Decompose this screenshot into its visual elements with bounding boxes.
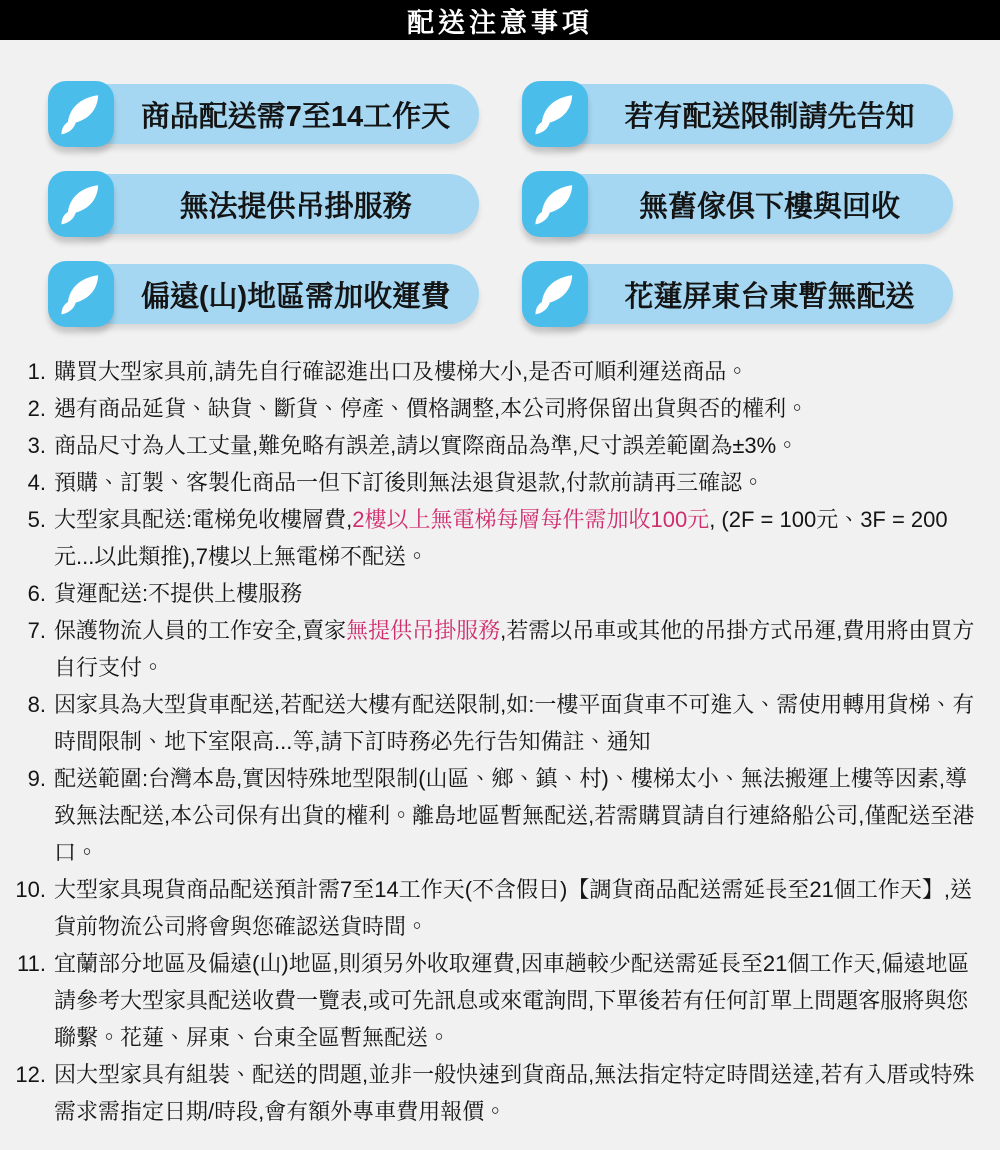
delivery-badge xyxy=(534,174,953,234)
note-segment: 貨運配送:不提供上樓服務 xyxy=(54,581,303,606)
note-text xyxy=(54,1056,975,1130)
note-segment: 保護物流人員的工作安全,賣家 xyxy=(54,618,347,643)
note-segment: 宜蘭部分地區及偏遠(山)地區,則須另外收取運費,因車趟較少配送需延長至21個工作天,偏遠地區請參考大型家具配送收費一覽表,或可先訊息或來電詢問,下單後若有任何訂單上問題客服將與您聯繫。花蓮、屏東、台東全區暫無配送。 xyxy=(54,951,970,1050)
badge-label: 花蓮屏東台東暫無配送 xyxy=(624,280,915,313)
note-segment: , (2F = 100元、3F = 200元...以此類推),7樓以上無電梯不配送。 xyxy=(54,507,948,569)
leaf-icon xyxy=(48,261,114,327)
delivery-badge xyxy=(534,264,953,324)
leaf-icon xyxy=(48,171,114,237)
delivery-badge xyxy=(60,84,479,144)
note-item xyxy=(0,1056,975,1130)
note-number: 11. xyxy=(17,951,46,976)
header-bar xyxy=(0,0,1000,40)
note-text xyxy=(54,427,975,464)
note-number: 10. xyxy=(15,877,46,902)
note-highlight-segment: 無提供吊掛服務 xyxy=(346,618,501,643)
delivery-badge xyxy=(60,264,479,324)
note-segment: 商品尺寸為人工丈量,難免略有誤差,請以實際商品為準,尺寸誤差範圍為±3%。 xyxy=(54,433,799,458)
note-segment: 大型家具現貨商品配送預計需7至14工作天(不含假日)【調貨商品配送需延長至21個工作天】,送貨前物流公司將會與您確認送貨時間。 xyxy=(54,877,972,939)
leaf-icon xyxy=(48,81,114,147)
note-item xyxy=(0,612,975,686)
note-item xyxy=(0,427,975,464)
note-text xyxy=(54,390,975,427)
notes-list xyxy=(0,353,975,1130)
note-number: 5. xyxy=(27,507,46,532)
badges-grid xyxy=(60,84,953,324)
note-segment: 因家具為大型貨車配送,若配送大樓有配送限制,如:一樓平面貨車不可進入、需使用轉用貨梯、有時間限制、地下室限高...等,請下訂時務必先行告知備註、通知 xyxy=(54,692,975,754)
note-item xyxy=(0,390,975,427)
badge-label: 商品配送需7至14工作天 xyxy=(140,100,451,133)
note-segment: ,若需以吊車或其他的吊掛方式吊運,費用將由買方自行支付。 xyxy=(54,618,975,680)
note-text xyxy=(54,686,975,760)
note-text xyxy=(54,612,975,686)
note-number: 1. xyxy=(27,359,46,384)
note-number: 4. xyxy=(27,470,46,495)
note-number: 8. xyxy=(27,692,46,717)
badge-label: 無法提供吊掛服務 xyxy=(179,190,412,223)
note-number: 9. xyxy=(27,766,46,791)
delivery-badge xyxy=(60,174,479,234)
note-text xyxy=(54,464,975,501)
note-number: 12. xyxy=(15,1062,46,1087)
delivery-badge xyxy=(534,84,953,144)
note-segment: 配送範圍:台灣本島,實因特殊地型限制(山區、鄉、鎮、村)、樓梯太小、無法搬運上樓等因素,導致無法配送,本公司保有出貨的權利。離島地區暫無配送,若需購買請自行連絡船公司,僅配送至港口。 xyxy=(54,766,975,865)
note-number: 2. xyxy=(27,396,46,421)
note-text xyxy=(54,575,975,612)
note-text xyxy=(54,945,975,1056)
leaf-icon xyxy=(522,81,588,147)
leaf-icon xyxy=(522,171,588,237)
note-item xyxy=(0,464,975,501)
note-item xyxy=(0,686,975,760)
note-number: 3. xyxy=(27,433,46,458)
note-item xyxy=(0,353,975,390)
note-segment: 預購、訂製、客製化商品一但下訂後則無法退貨退款,付款前請再三確認。 xyxy=(54,470,765,495)
note-segment: 大型家具配送:電梯免收樓層費, xyxy=(54,507,353,532)
note-text xyxy=(54,760,975,871)
note-segment: 購買大型家具前,請先自行確認進出口及樓梯大小,是否可順利運送商品。 xyxy=(54,359,749,384)
note-text xyxy=(54,871,975,945)
note-item xyxy=(0,575,975,612)
note-item xyxy=(0,871,975,945)
badge-label: 無舊傢俱下樓與回收 xyxy=(638,190,900,223)
note-text xyxy=(54,353,975,390)
note-item xyxy=(0,760,975,871)
note-segment: 遇有商品延貨、缺貨、斷貨、停產、價格調整,本公司將保留出貨與否的權利。 xyxy=(54,396,809,421)
badge-label: 偏遠(山)地區需加收運費 xyxy=(140,280,451,313)
note-highlight-segment: 2樓以上無電梯每層每件需加收100元 xyxy=(352,507,710,532)
leaf-icon xyxy=(522,261,588,327)
note-item xyxy=(0,945,975,1056)
note-number: 6. xyxy=(27,581,46,606)
note-segment: 因大型家具有組裝、配送的問題,並非一般快速到貨商品,無法指定特定時間送達,若有入厝或特殊需求需指定日期/時段,會有額外專車費用報價。 xyxy=(54,1062,975,1124)
page-title: 配送注意事項 xyxy=(407,7,593,38)
badge-label: 若有配送限制請先告知 xyxy=(624,100,915,133)
note-item xyxy=(0,501,975,575)
note-number: 7. xyxy=(27,618,46,643)
note-text xyxy=(54,501,975,575)
